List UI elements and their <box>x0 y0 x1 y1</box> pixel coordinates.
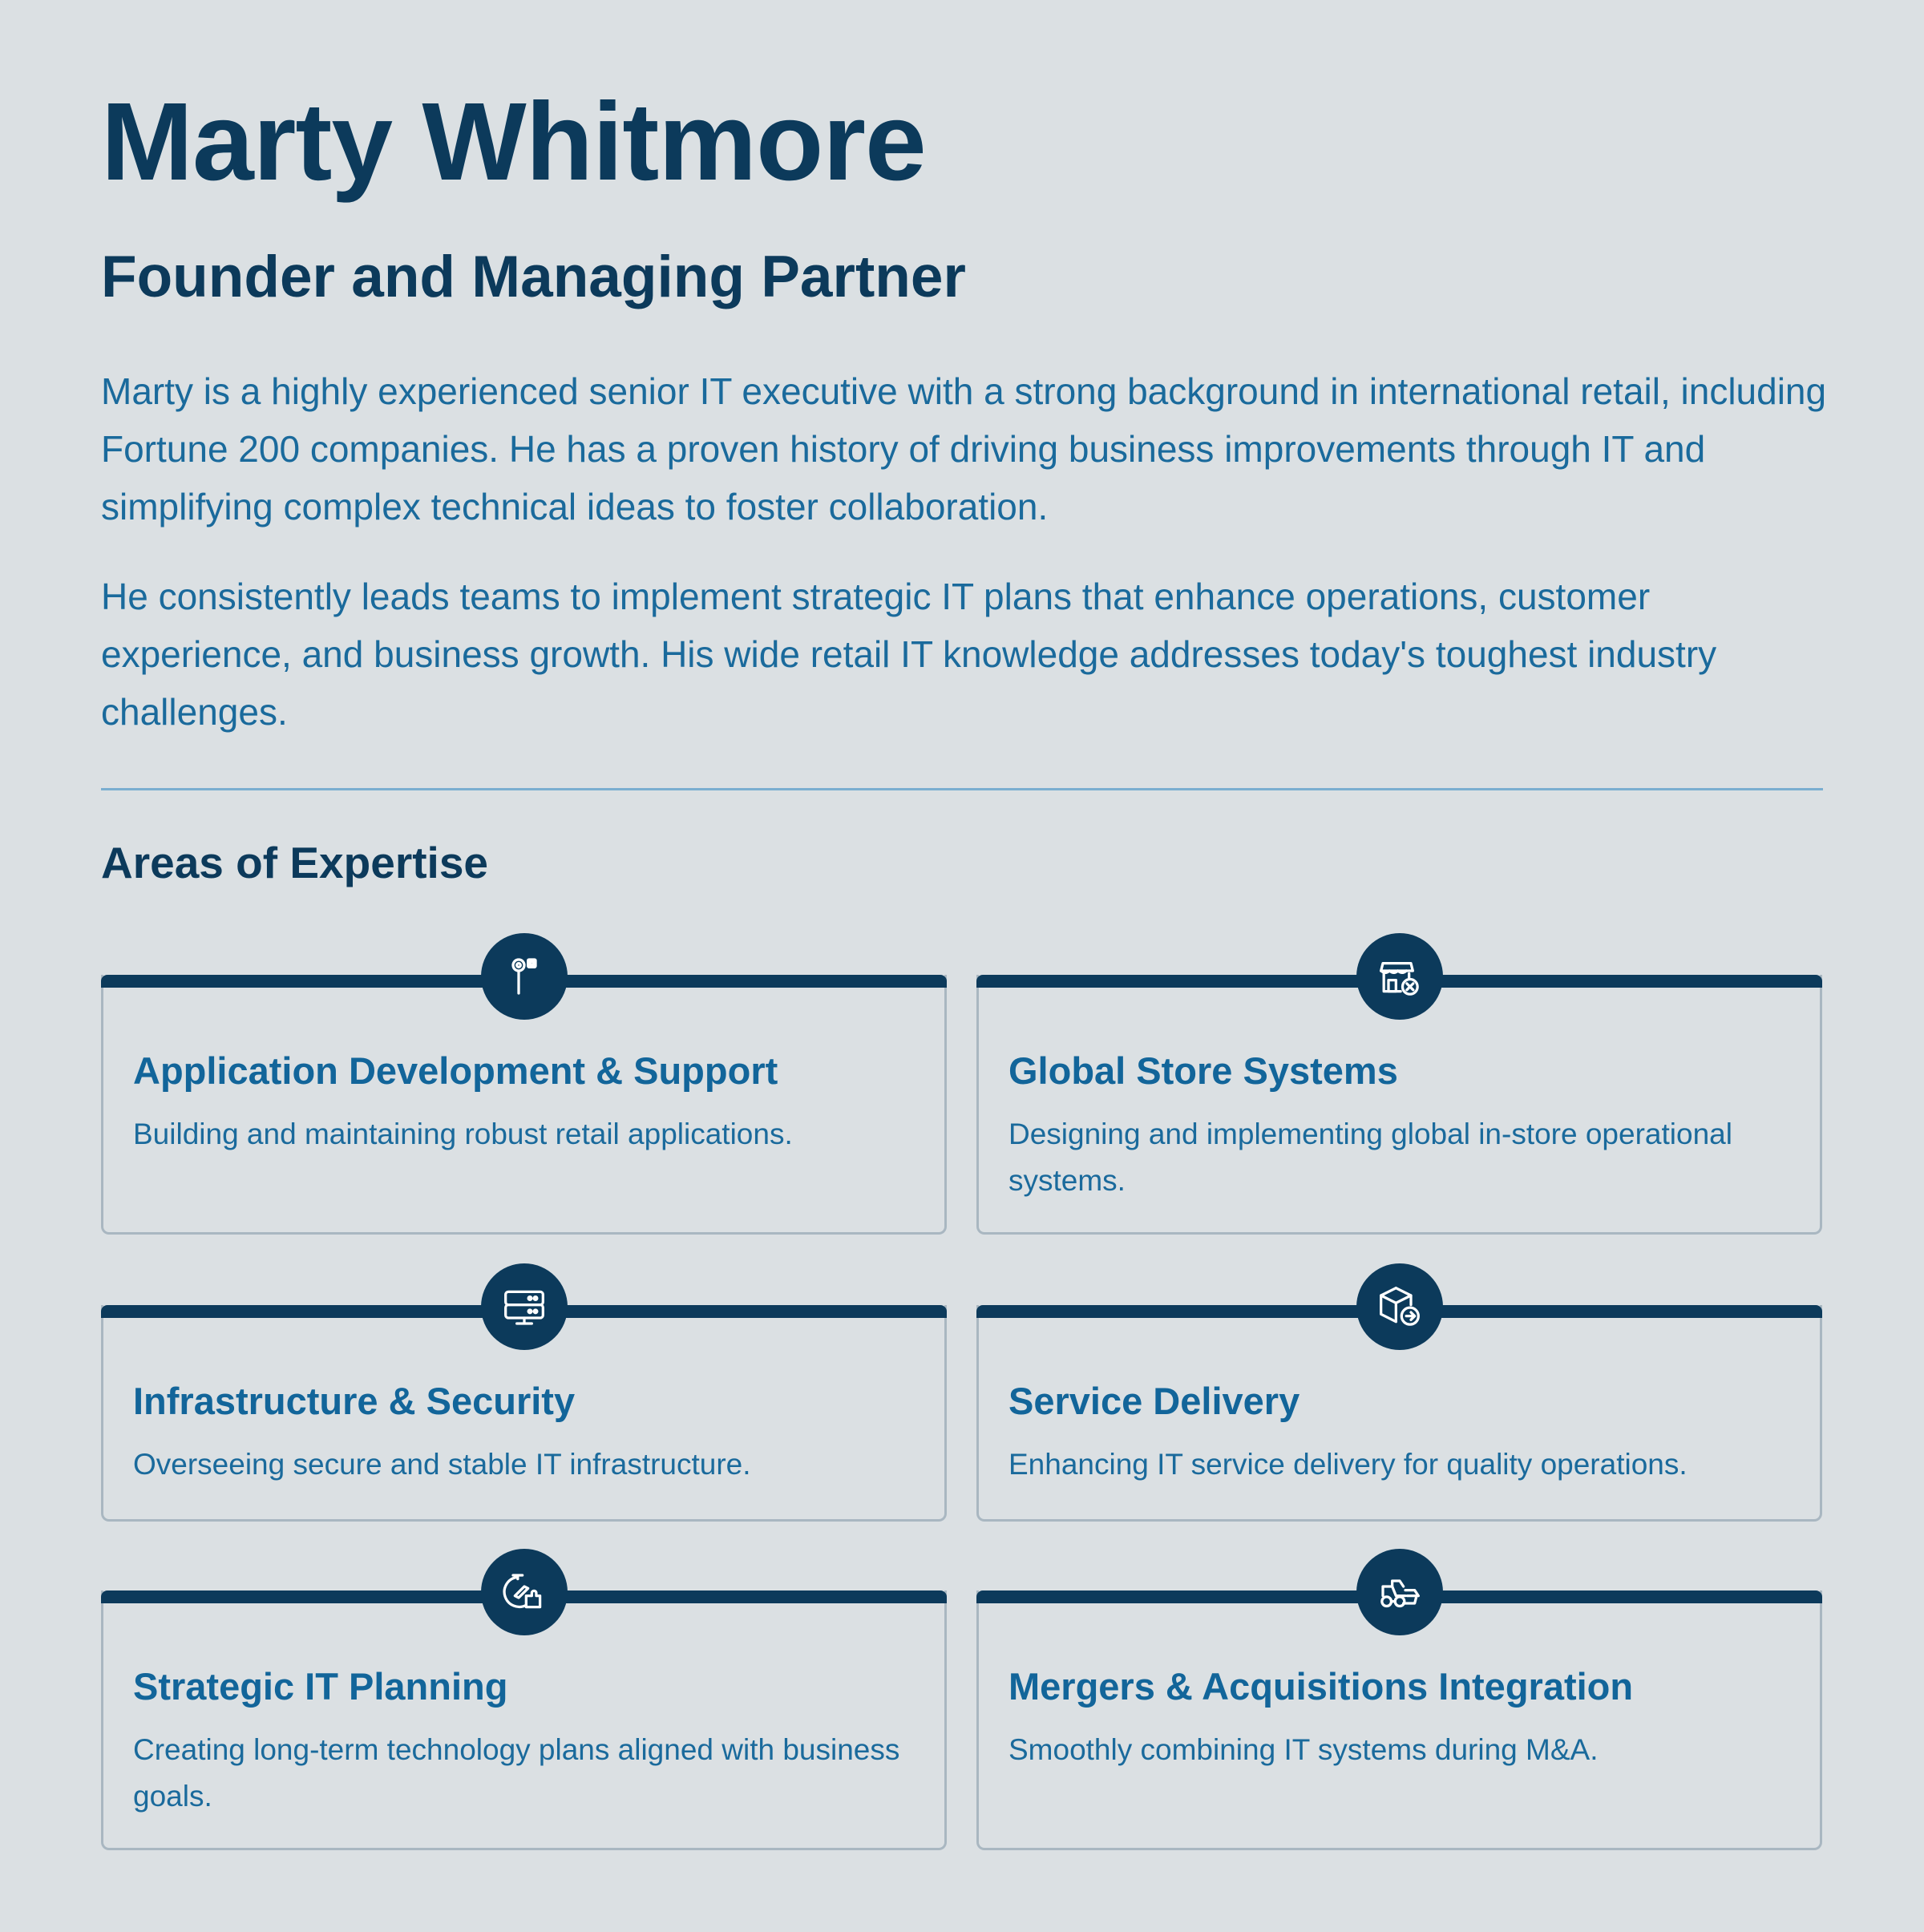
expertise-description: Building and maintaining robust retail applications. <box>133 1118 793 1150</box>
expertise-card <box>101 1590 947 1850</box>
package-icon <box>1356 1263 1443 1350</box>
expertise-title: Strategic IT Planning <box>133 1665 508 1708</box>
expertise-description: Designing and implementing global in-store operational systems. <box>1008 1118 1732 1197</box>
expertise-description: Enhancing IT service delivery for quality operations. <box>1008 1448 1688 1481</box>
expertise-card <box>976 1590 1822 1850</box>
person-name: Marty Whitmore <box>101 80 926 204</box>
strategy-icon <box>481 1549 568 1635</box>
expertise-description: Creating long-term technology plans aligned with business goals. <box>133 1733 900 1813</box>
tool-icon <box>481 933 568 1020</box>
expertise-card <box>976 1305 1822 1522</box>
store-icon <box>1356 933 1443 1020</box>
person-title: Founder and Managing Partner <box>101 245 966 309</box>
expertise-description: Overseeing secure and stable IT infrastructure. <box>133 1448 751 1481</box>
expertise-card <box>976 975 1822 1235</box>
expertise-card <box>101 1305 947 1522</box>
expertise-title: Service Delivery <box>1008 1380 1300 1422</box>
section-divider <box>101 788 1823 790</box>
expertise-heading: Areas of Expertise <box>101 838 488 887</box>
expertise-card <box>101 975 947 1235</box>
expertise-title: Infrastructure & Security <box>133 1380 576 1422</box>
tractor-icon <box>1356 1549 1443 1635</box>
bio-paragraph: Marty is a highly experienced senior IT executive with a strong background in international retail, including Fortune 200 companies. He has a proven history of driving business improvements through IT and simplifying complex technical ideas to foster collaboration. <box>101 370 1827 527</box>
expertise-title: Global Store Systems <box>1008 1049 1398 1092</box>
expertise-title: Mergers & Acquisitions Integration <box>1008 1665 1634 1708</box>
server-icon <box>481 1263 568 1350</box>
bio-paragraph: He consistently leads teams to implement strategic IT plans that enhance operations, customer experience, and business growth. His wide retail IT knowledge addresses today's toughest industry challenges. <box>101 576 1717 733</box>
expertise-description: Smoothly combining IT systems during M&A. <box>1008 1733 1599 1766</box>
expertise-title: Application Development & Support <box>133 1049 778 1092</box>
